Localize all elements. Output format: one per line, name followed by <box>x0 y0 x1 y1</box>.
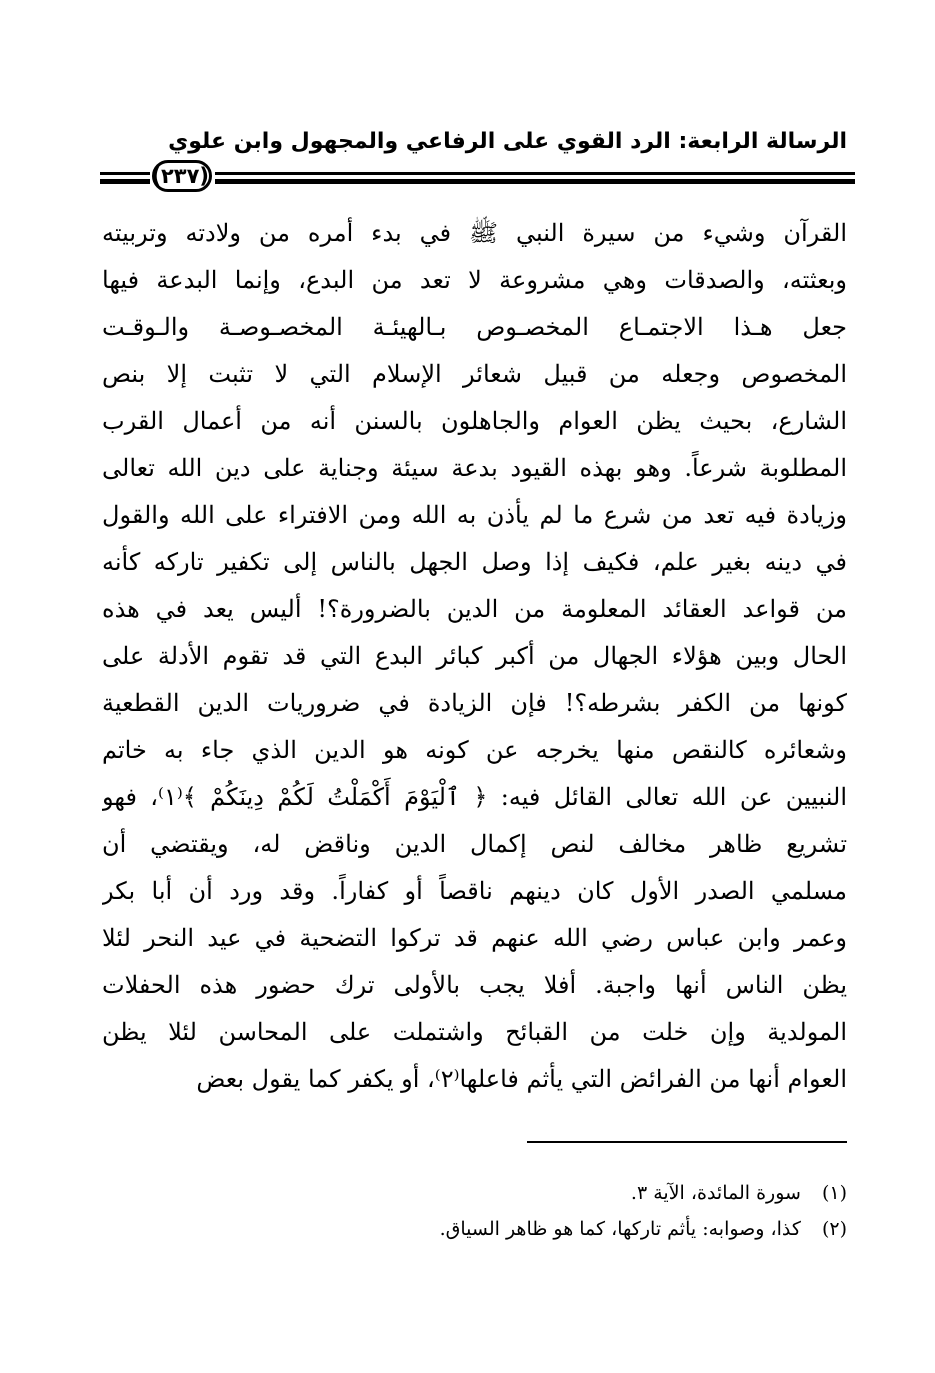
header-rule-left <box>100 172 150 184</box>
footnote-number: (٢) <box>821 1218 847 1240</box>
footnotes <box>102 1175 847 1247</box>
text-line: كونها من الكفر بشرطه؟! فإن الزيادة في ضروريات الدين القطعية <box>102 689 847 717</box>
footnote-text: سورة المائدة، الآية ٣. <box>630 1182 801 1204</box>
text-line: وبعثته، والصدقات وهي مشروعة لا تعد من البدع، وإنما البدعة فيها <box>102 266 847 294</box>
page-number: (٢٣٧) <box>152 160 212 192</box>
text-line: القرآن وشيء من سيرة النبي ﷺ في بدء أمره من ولادته وتربيته <box>102 219 847 247</box>
text-line-quran-quote: النبيين عن الله تعالى القائل فيه: ﴿ ٱلْيَوْمَ أَكْمَلْتُ لَكُمْ دِينَكُمْ ﴾⁽١⁾، فهو <box>102 783 847 811</box>
text-line: المخصوص وجعله من قبيل شعائر الإسلام التي لا تثبت إلا بنص <box>102 360 847 388</box>
footnote-separator <box>527 1141 847 1143</box>
text-line: العوام أنها من الفرائض التي يأثم فاعلها⁽٢⁾، أو يكفر كما يقول بعض <box>196 1065 847 1093</box>
footnote-number: (١) <box>821 1182 847 1204</box>
header-rule <box>215 172 855 184</box>
footnote-text: كذا، وصوابه: يأثم تاركها، كما هو ظاهر السياق. <box>439 1218 801 1240</box>
running-title: الرسالة الرابعة: الرد القوي على الرفاعي والمجهول وابن علوي <box>168 129 847 154</box>
body-text <box>102 210 847 1103</box>
text-line: في دينه بغير علم، فكيف إذا وصل الجهل بالناس إلى تكفير تاركه كأنه <box>102 548 847 576</box>
text-line: المولدية وإن خلت من القبائح واشتملت على المحاسن لئلا يظن <box>102 1018 847 1046</box>
text-line: جعل هـذا الاجتمـاع المخصـوص بـالهيئـة المخصـوصـة والـوقـت <box>102 313 847 341</box>
text-line: تشريع ظاهر مخالف لنص إكمال الدين وناقض له، ويقتضي أن <box>102 830 847 858</box>
footnote-2 <box>102 1211 847 1247</box>
text-line: المطلوبة شرعاً. وهو بهذه القيود بدعة سيئة وجناية على دين الله تعالى <box>102 454 847 482</box>
text-line: من قواعد العقائد المعلومة من الدين بالضرورة؟! أليس يعد في هذه <box>102 595 847 623</box>
text-line: يظن الناس أنها واجبة. أفلا يجب بالأولى ترك حضور هذه الحفلات <box>102 971 847 999</box>
text-line: الحال وبين هؤلاء الجهال من أكبر كبائر البدع التي قد تقوم الأدلة على <box>102 642 847 670</box>
text-line: مسلمي الصدر الأول كان دينهم ناقصاً أو كفاراً. وقد ورد أن أبا بكر <box>102 877 847 905</box>
text-line: وزيادة فيه تعد من شرع ما لم يأذن به الله ومن الافتراء على الله والقول <box>102 501 847 529</box>
footnote-1 <box>102 1175 847 1211</box>
text-line: وشعائره كالنقص منها يخرجه عن كونه هو الدين الذي جاء به خاتم <box>102 736 847 764</box>
text-line: الشارع، بحيث يظن العوام والجاهلون بالسنن أنه من أعمال القرب <box>102 407 847 435</box>
text-line: وعمر وابن عباس رضي الله عنهم قد تركوا التضحية في عيد النحر لئلا <box>102 924 847 952</box>
